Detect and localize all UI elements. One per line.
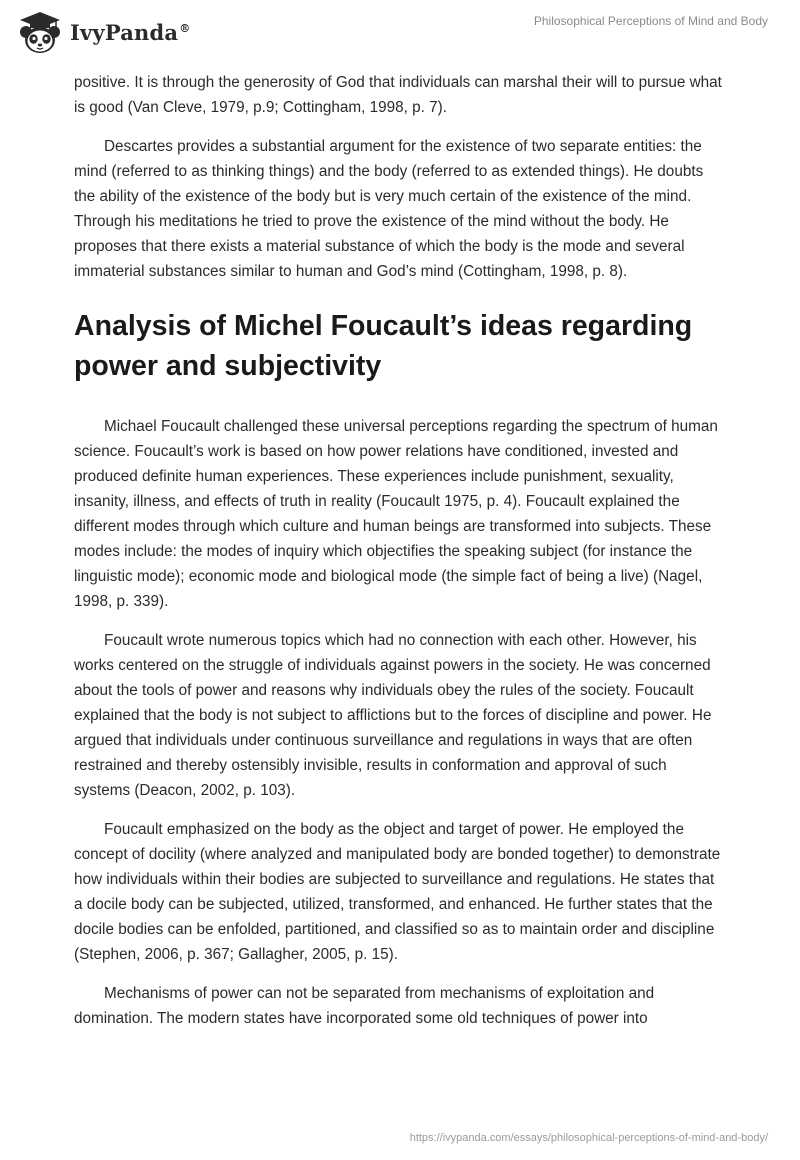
paragraph-foucault-topics: Foucault wrote numerous topics which had no connection with each other. However, his works centered on the struggle of individuals against powers in the society. He was concerned about the tools of power and reasons why individuals obey the rules of the society. Foucault explained that the body is not subject to afflictions but to the forces of discipline and power. He argued that individuals under continuous surveillance and regulations in ways that are often restrained and thereby ostensibly invisible, results in conformation and approval of such systems (Deacon, 2002, p. 103).: [74, 632, 712, 799]
source-url-link[interactable]: https://ivypanda.com/essays/philosophical-perceptions-of-mind-and-body/: [409, 1132, 768, 1144]
document-title: Philosophical Perceptions of Mind and Body: [533, 14, 768, 28]
paragraph-foucault-challenge: Michael Foucault challenged these universal perceptions regarding the spectrum of human science. Foucault’s work is based on how power relations have conditioned, invested and produced definite human experiences. These experiences include punishment, sexuality, insanity, illness, and effects of truth in reality (Foucault 1975, p. 4). Foucault explained the different modes through which culture and human beings are transformed into subjects. These modes include: the modes of inquiry which objectifies the speaking subject (for instance the linguistic mode); economic mode and biological mode (the simple fact of being a live) (Nagel, 1998, p. 339).: [74, 418, 718, 610]
paragraph-descartes: Descartes provides a substantial argument for the existence of two separate entities: the mind (referred to as thinking things) and the body (referred to as extended things). He doubts the ability of the existence of the body but is very much certain of the existence of the mind. Through his meditations he tried to prove the existence of the mind without the body. He proposes that there exists a material substance of which the body is the mode and several immaterial substances similar to human and God’s mind (Cottingham, 1998, p. 8).: [74, 138, 704, 280]
logo-wordmark: IvyPanda®: [70, 19, 191, 45]
section-heading: Analysis of Michel Foucault’s ideas regarding power and subjectivity: [74, 310, 693, 382]
paragraph-foucault-docility: Foucault emphasized on the body as the object and target of power. He employed the concept of docility (where analyzed and manipulated body are bonded together) to demonstrate how individuals within their bodies are subjected to surveillance and regulations. He states that a docile body can be subjected, utilized, transformed, and enhanced. He further states that the docile bodies can be enfolded, partitioned, and classified so as to maintain order and discipline (Stephen, 2006, p. 367; Gallagher, 2005, p. 15).: [74, 821, 721, 963]
page-header: [0, 0, 800, 70]
paragraph-mechanisms-of-power: Mechanisms of power can not be separated from mechanisms of exploitation and domination. The modern states have incorporated some old techniques of power into: [74, 985, 655, 1027]
paragraph-continuation: positive. It is through the generosity of God that individuals can marshal their will to pursue what is good (Van Cleve, 1979, p.9; Cottingham, 1998, p. 7).: [74, 74, 722, 116]
registered-mark: ®: [179, 21, 191, 35]
ivypanda-logo[interactable]: [16, 8, 190, 56]
article-body: [74, 70, 722, 1045]
panda-graduate-icon: [16, 8, 64, 56]
